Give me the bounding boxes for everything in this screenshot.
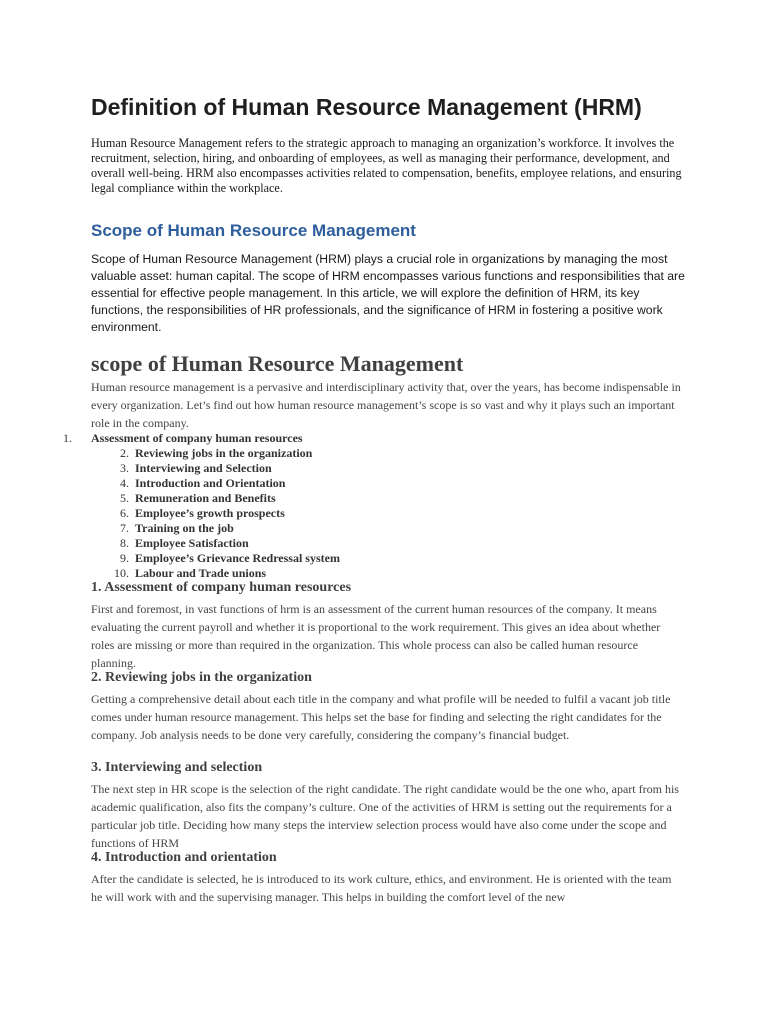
- list-item-label: Reviewing jobs in the organization: [135, 446, 313, 460]
- list-item: [100, 491, 500, 506]
- list-item-label: Interviewing and Selection: [135, 461, 272, 475]
- list-item-number: 5.: [120, 491, 129, 505]
- list-item-label: Employee’s Grievance Redressal system: [135, 551, 340, 565]
- list-item-label: Labour and Trade unions: [135, 566, 267, 580]
- list-item: [100, 551, 500, 566]
- scope-heading: Scope of Human Resource Management: [91, 221, 416, 240]
- list-item: [100, 446, 500, 461]
- list-item-label: Employee’s growth prospects: [135, 506, 285, 520]
- section-heading-assessment: 1. Assessment of company human resources: [91, 580, 352, 595]
- list-item-number: 7.: [120, 521, 129, 535]
- section-paragraph-assessment: First and foremost, in vast functions of hrm is an assessment of the current human resources of the company. It means evaluating the current payroll and whether it is proportional to the work requirement. This gives an idea about whether roles are missing or more than required in the organization. This whole process can also be called human resource planning.: [91, 602, 661, 670]
- scope-function-list: [100, 446, 500, 581]
- list-item-number: 2.: [120, 446, 129, 460]
- page-title: Definition of Human Resource Management (HRM): [91, 94, 642, 120]
- section-paragraph-reviewing-jobs: Getting a comprehensive detail about each title in the company and what profile will be needed to fulfil a vacant job title comes under human resource management. This helps set the base for finding and selecting the right candidates for the company. Job analysis needs to be done very carefully, considering the company’s financial budget.: [91, 692, 671, 742]
- intro-paragraph: Human Resource Management refers to the strategic approach to managing an organization’s workforce. It involves the recruitment, selection, hiring, and onboarding of employees, as well as managing their performance, development, and overall well-being. HRM also encompasses activities related to compensation, benefits, employee relations, and ensuring legal compliance within the workplace.: [91, 136, 682, 195]
- list-item-label: Assessment of company human resources: [91, 431, 303, 445]
- list-item-label: Remuneration and Benefits: [135, 491, 276, 505]
- section-heading-reviewing-jobs: 2. Reviewing jobs in the organization: [91, 670, 312, 685]
- list-item: [100, 476, 500, 491]
- list-item: [100, 521, 500, 536]
- scope-heading-secondary: scope of Human Resource Management: [91, 351, 464, 376]
- list-item-number: 6.: [120, 506, 129, 520]
- scope-intro-paragraph: Human resource management is a pervasive and interdisciplinary activity that, over the years, has become indispensable in every organization. Let’s find out how human resource management’s scope is so vast and why it plays such an important role in the company.: [91, 380, 681, 430]
- list-item-number: 4.: [120, 476, 129, 490]
- list-item-number: 9.: [120, 551, 129, 565]
- list-item: [63, 431, 463, 446]
- section-paragraph-interviewing: The next step in HR scope is the selection of the right candidate. The right candidate would be the one who, apart from his academic qualification, also fits the company’s culture. One of the activities of HRM is setting out the requirements for a particular job title. Deciding how many steps the interview selection process would have also come under the scope and functions of HRM: [91, 782, 679, 850]
- list-item-label: Introduction and Orientation: [135, 476, 286, 490]
- list-item: [100, 506, 500, 521]
- list-item-number: 10.: [114, 566, 129, 580]
- list-item-number: 3.: [120, 461, 129, 475]
- section-heading-orientation: 4. Introduction and orientation: [91, 850, 277, 865]
- list-item-label: Training on the job: [135, 521, 234, 535]
- list-item: [100, 461, 500, 476]
- section-heading-interviewing: 3. Interviewing and selection: [91, 760, 263, 775]
- list-item: [100, 536, 500, 551]
- list-item-label: Employee Satisfaction: [135, 536, 249, 550]
- scope-paragraph: Scope of Human Resource Management (HRM) plays a crucial role in organizations by managing the most valuable asset: human capital. The scope of HRM encompasses various functions and responsibilities that are essential for effective people management. In this article, we will explore the definition of HRM, its key functions, the responsibilities of HR professionals, and the significance of HRM in fostering a positive work environment.: [91, 252, 685, 334]
- section-paragraph-orientation: After the candidate is selected, he is introduced to its work culture, ethics, and environment. He is oriented with the team he will work with and the supervising manager. This helps in building the comfort level of the new: [91, 872, 672, 904]
- list-item-number: 1.: [63, 431, 72, 445]
- list-item-number: 8.: [120, 536, 129, 550]
